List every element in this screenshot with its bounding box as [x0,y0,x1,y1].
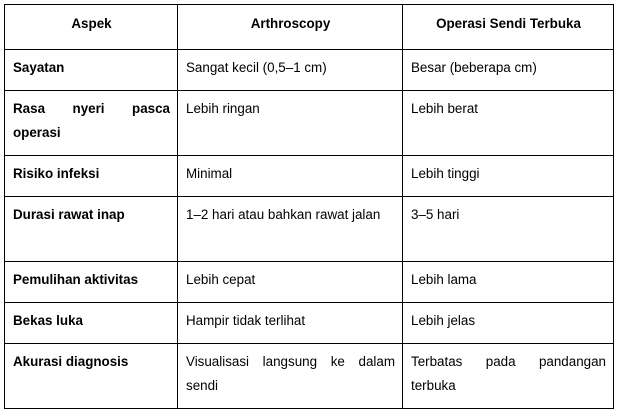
table-row [5,303,614,344]
table-row [5,50,614,91]
row-aspect-pemulihan-aktivitas: Pemulihan aktivitas [5,262,178,303]
table-header-row [5,5,614,50]
cell-arthroscopy: Visualisasi langsung ke dalam sendi [178,344,403,409]
table-row [5,156,614,197]
row-aspect-bekas-luka: Bekas luka [5,303,178,344]
cell-open-surgery: Lebih jelas [403,303,614,344]
row-aspect-sayatan: Sayatan [5,50,178,91]
cell-arthroscopy: Lebih ringan [178,91,403,156]
cell-arthroscopy: Minimal [178,156,403,197]
row-aspect-akurasi-diagnosis: Akurasi diagnosis [5,344,178,409]
table-row [5,91,614,156]
row-aspect-risiko-infeksi: Risiko infeksi [5,156,178,197]
cell-open-surgery: Lebih tinggi [403,156,614,197]
table-row [5,197,614,262]
table-row [5,262,614,303]
cell-arthroscopy: Hampir tidak terlihat [178,303,403,344]
cell-open-surgery: Lebih berat [403,91,614,156]
cell-arthroscopy: Lebih cepat [178,262,403,303]
cell-open-surgery: Lebih lama [403,262,614,303]
cell-arthroscopy: Sangat kecil (0,5–1 cm) [178,50,403,91]
cell-open-surgery: Terbatas pada pandangan terbuka [403,344,614,409]
cell-open-surgery: 3–5 hari [403,197,614,262]
cell-open-surgery: Besar (beberapa cm) [403,50,614,91]
header-operasi-sendi-terbuka: Operasi Sendi Terbuka [403,5,614,50]
row-aspect-durasi-rawat-inap: Durasi rawat inap [5,197,178,262]
comparison-table [4,4,614,409]
header-arthroscopy: Arthroscopy [178,5,403,50]
table-row [5,344,614,409]
cell-arthroscopy: 1–2 hari atau bahkan rawat jalan [178,197,403,262]
comparison-table-container [4,4,614,409]
header-aspek: Aspek [5,5,178,50]
row-aspect-rasa-nyeri: Rasa nyeri pasca operasi [5,91,178,156]
